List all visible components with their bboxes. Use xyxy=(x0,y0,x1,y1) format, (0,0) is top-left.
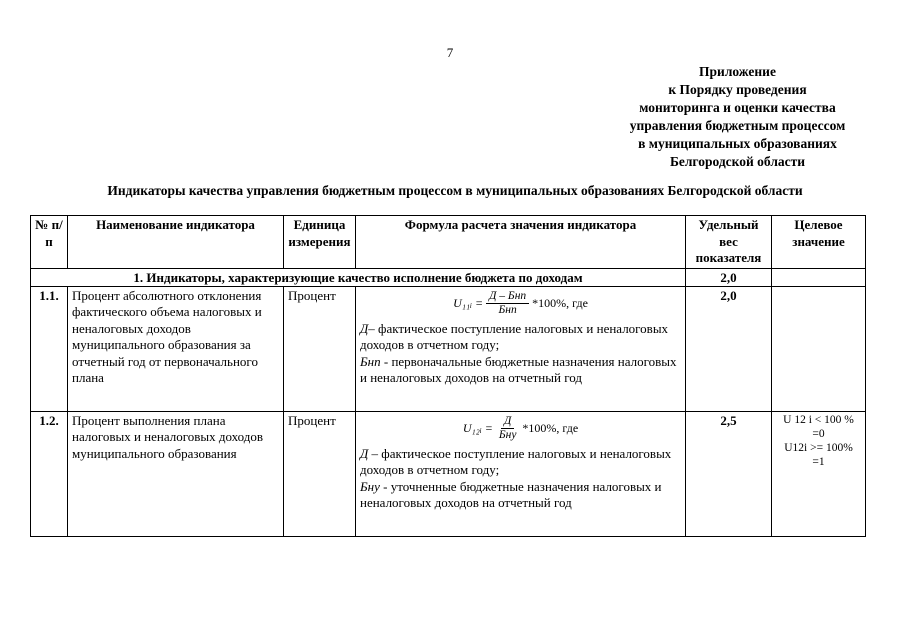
formula-tail: *100%, где xyxy=(522,420,579,435)
indicator-formula xyxy=(356,411,686,536)
appendix-line: Белгородской области xyxy=(669,154,806,169)
indicator-formula xyxy=(356,286,686,411)
indicator-name: Процент абсолютного отклонения фактического объема налоговых и неналоговых доходов муниципального образования за отчетный год от первоначального плана xyxy=(68,286,284,411)
target-line: =1 xyxy=(812,455,825,468)
indicator-target xyxy=(772,286,866,411)
definition-symbol: Д xyxy=(360,445,369,461)
header-name: Наименование индикатора xyxy=(68,216,284,269)
header-weight: Удельный вес показателя xyxy=(686,216,772,269)
appendix-header xyxy=(600,63,875,171)
target-line: U12i >= 100% xyxy=(784,441,853,454)
appendix-line: к Порядку проведения xyxy=(668,82,807,97)
header-formula: Формула расчета значения индикатора xyxy=(356,216,686,269)
formula-lhs: U₁₁ᵢ = xyxy=(453,295,484,310)
formula-denominator: Бнп xyxy=(498,303,517,316)
header-target: Целевое значение xyxy=(772,216,866,269)
definition-text: – фактическое поступление налоговых и неналоговых доходов в отчетном году; xyxy=(360,320,669,352)
table-row xyxy=(31,286,866,411)
formula-numerator: Д xyxy=(501,415,514,429)
indicators-table xyxy=(30,215,866,537)
formula-lhs: U₁₂ᵢ = xyxy=(462,420,493,435)
appendix-line: мониторинга и оценки качества xyxy=(639,100,836,115)
definition-text: – фактическое поступление налоговых и неналоговых доходов в отчетном году; xyxy=(360,445,672,477)
formula-denominator: Бну xyxy=(498,428,517,441)
definition-text: - первоначальные бюджетные назначения налоговых и неналоговых доходов на отчетный год xyxy=(360,353,677,385)
target-condition xyxy=(776,413,861,469)
formula-fraction xyxy=(486,290,529,317)
definition-symbol: Д xyxy=(360,320,369,336)
formula-expression xyxy=(360,290,681,317)
document-title: Индикаторы качества управления бюджетным процессом в муниципальных образованиях Белгородской области xyxy=(107,183,803,198)
target-line: =0 xyxy=(812,427,825,440)
appendix-line: Приложение xyxy=(699,64,776,79)
formula-definition xyxy=(360,354,681,387)
definition-symbol: Бну xyxy=(360,478,380,494)
row-number: 1.2. xyxy=(31,411,68,536)
section-label: 1. Индикаторы, характеризующие качество исполнение бюджета по доходам xyxy=(31,268,686,286)
target-line: U 12 i < 100 % xyxy=(783,413,854,426)
definition-text: - уточненные бюджетные назначения налоговых и неналоговых доходов на отчетный год xyxy=(360,478,662,510)
section-row xyxy=(31,268,866,286)
formula-definition xyxy=(360,321,681,354)
indicator-unit: Процент xyxy=(284,286,356,411)
formula-definition xyxy=(360,446,681,479)
indicator-weight: 2,0 xyxy=(686,286,772,411)
formula-tail: *100%, где xyxy=(532,295,588,310)
table-header-row xyxy=(31,216,866,269)
indicator-target xyxy=(772,411,866,536)
section-weight: 2,0 xyxy=(686,268,772,286)
header-unit: Единица измерения xyxy=(284,216,356,269)
appendix-line: управления бюджетным процессом xyxy=(629,118,846,133)
definition-symbol: Бнп xyxy=(360,353,381,369)
formula-expression xyxy=(360,415,681,442)
header-num: № п/п xyxy=(31,216,68,269)
formula-numerator: Д – Бнп xyxy=(486,290,529,304)
indicator-unit: Процент xyxy=(284,411,356,536)
row-number: 1.1. xyxy=(31,286,68,411)
appendix-line: в муниципальных образованиях xyxy=(638,136,837,151)
formula-fraction xyxy=(496,415,520,442)
formula-definition xyxy=(360,479,681,512)
table-row xyxy=(31,411,866,536)
section-target-empty xyxy=(772,268,866,286)
indicator-name: Процент выполнения плана налоговых и неналоговых доходов муниципального образования xyxy=(68,411,284,536)
page-number: 7 xyxy=(446,45,454,60)
indicator-weight: 2,5 xyxy=(686,411,772,536)
